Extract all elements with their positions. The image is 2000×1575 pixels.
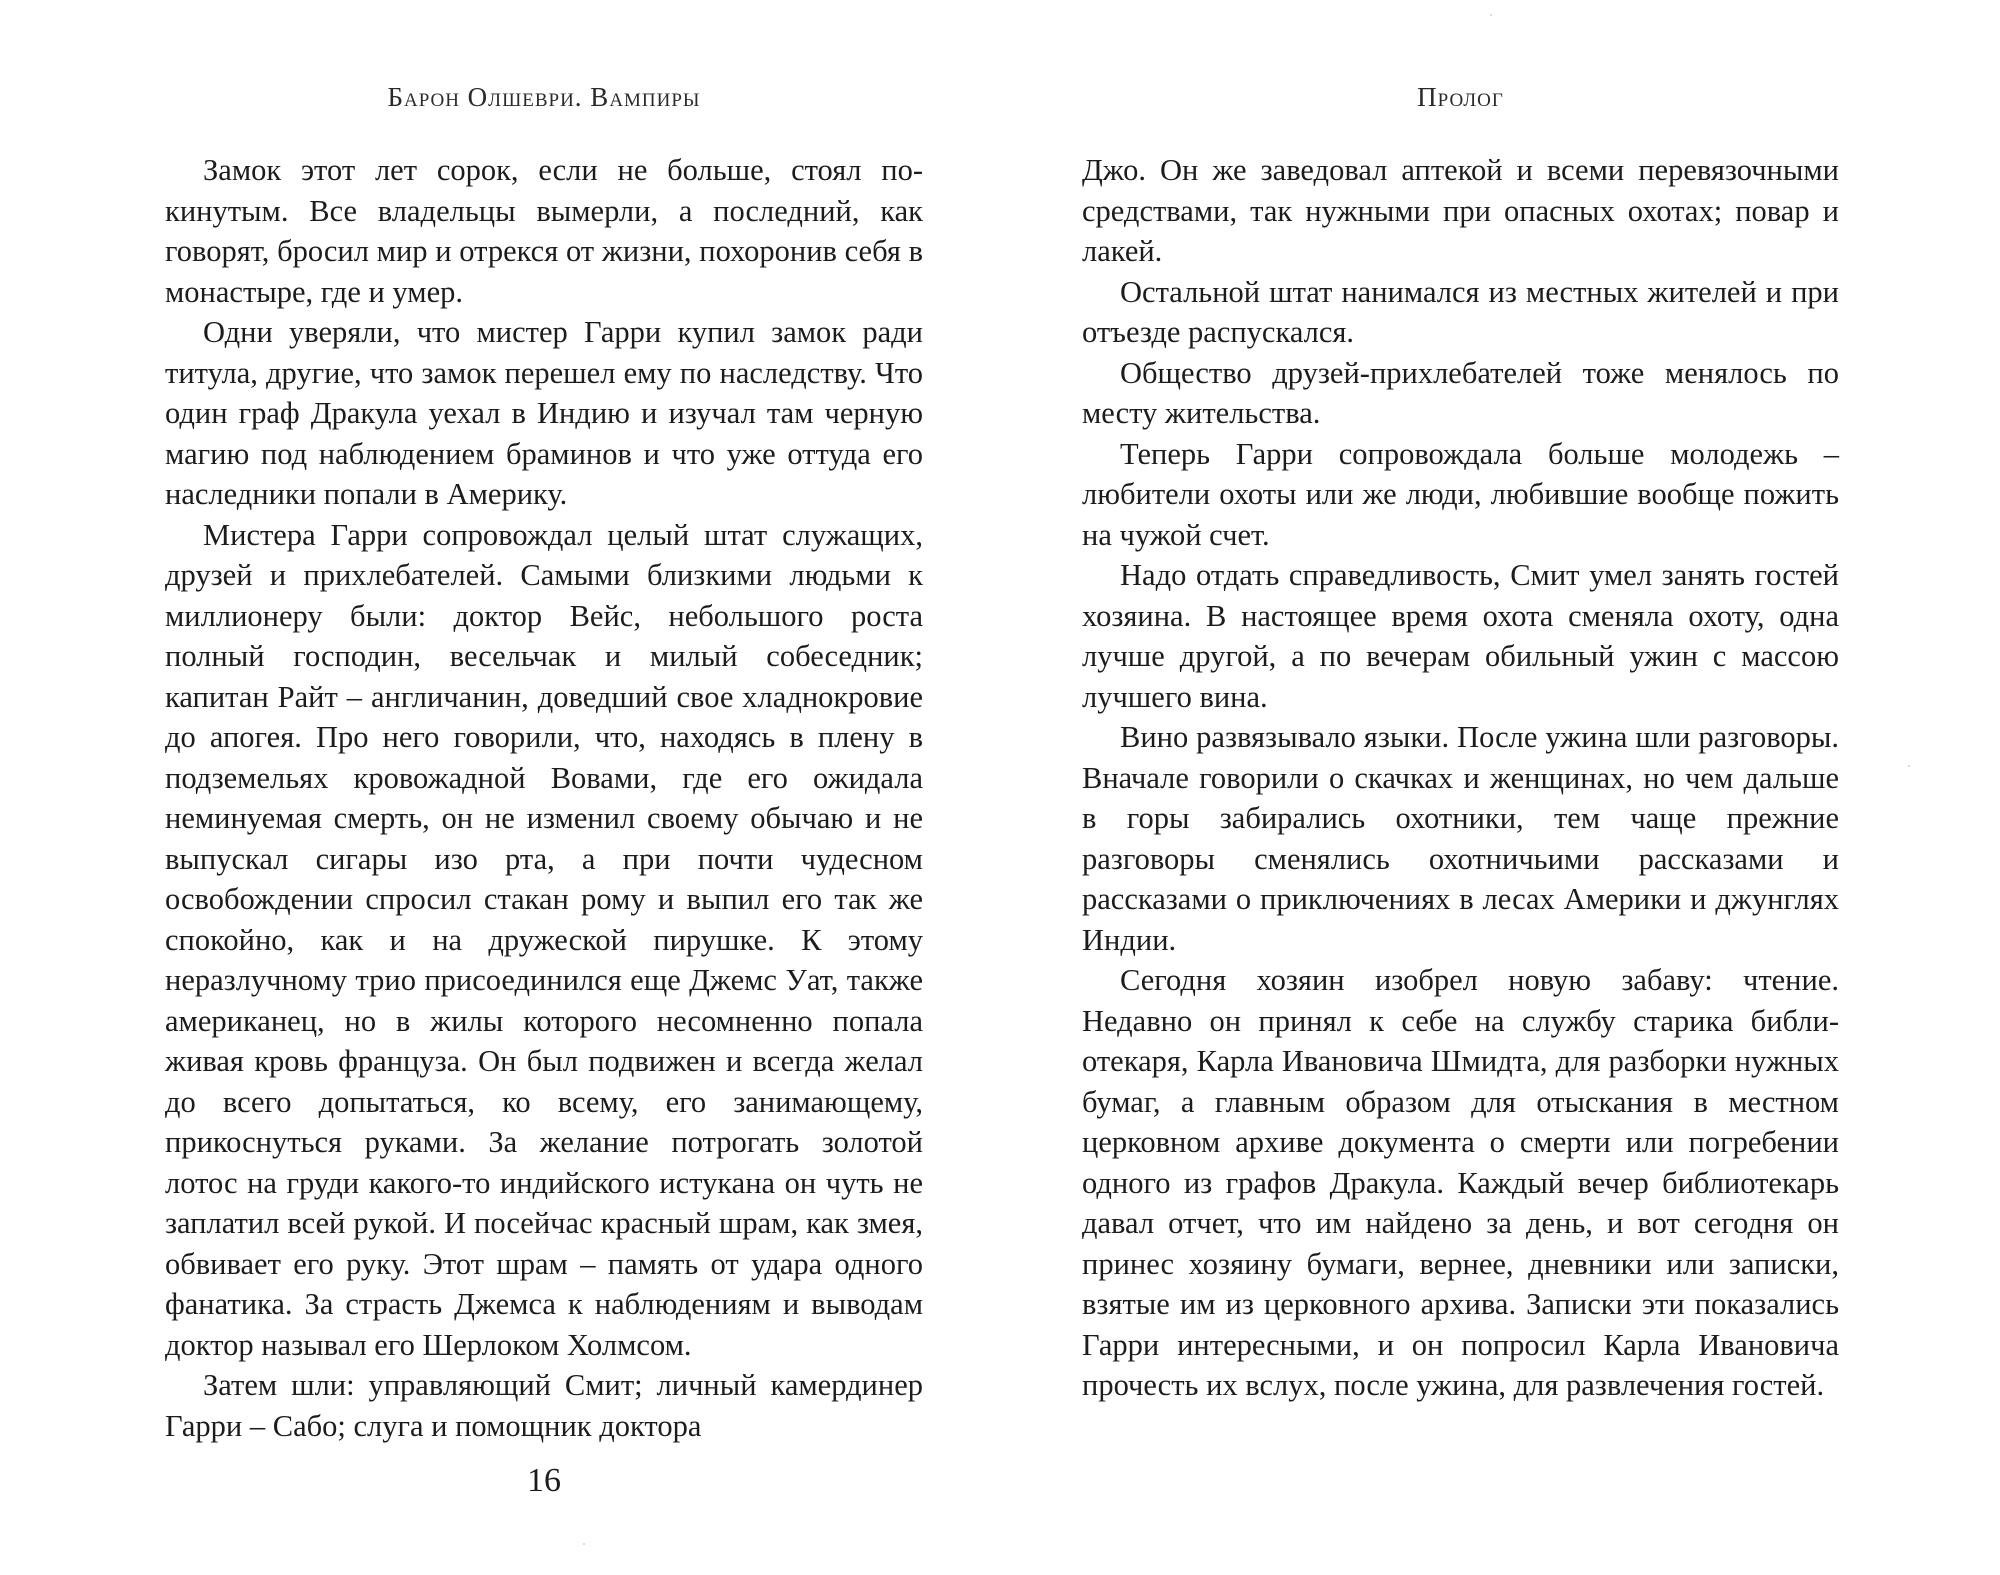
paragraph: Остальной штат нанимался из местных жителей и при отъезде распускался. [1082,274,1839,349]
paper-speck [1490,14,1492,16]
paper-speck [1908,765,1910,767]
paragraph: Замок этот лет сорок, если не больше, стоял покинутым. Все владельцы вымерли, а последний, как говорят, бросил мир и отрекся от жизни, похоронив себя в монастыре, где и умер. [165,153,923,309]
paragraph: Теперь Гарри сопровождала больше молодежь – любители охоты или же люди, любившие вообще пожить на чужой счет. [1082,436,1839,552]
right-page-text [1082,150,1839,1406]
paragraph: Затем шли: управляющий Смит; личный камердинер Гарри – Сабо; слуга и помощник доктора [165,1368,923,1443]
paragraph: Мистера Гарри сопровождал целый штат служащих, друзей и прихлебателей. Самыми близкими людьми к миллионеру были: доктор Вейс, небольшого роста полный господин, весельчак и милый собеседник; капитан Райт – англичанин, доведший свое хладнокровие до апогея. Про него говорили, что, находясь в плену в подземельях кровожадной Вовами, где его ожидала неминуемая смерть, он не изменил своему обычаю и не выпускал сигары изо рта, а при почти чудесном освобождении спросил стакан рому и выпил его так же спокойно, как и на дружеской пирушке. К этому неразлучному трио присоединился еще Джемс Уат, также американец, но в жилы которого несомненно попала живая кровь француза. Он был подвижен и всегда желал до всего допытаться, ко всему, его занимающему, прикоснуться руками. За желание потрогать золотой лотос на груди какого-то индийского истукана он чуть не заплатил всей рукой. И посейчас красный шрам, как змея, обвивает его руку. Этот шрам – память от удара одного фанатика. За страсть Джемса к наблюдениям и выводам доктор называл его Шерлоком Холмсом. [165,517,923,1362]
page-number: 16 [527,1462,561,1499]
paragraph: Сегодня хозяин изобрел новую забаву: чтение. Недавно он принял к себе на службу старика библиотекаря, Карла Ивановича Шмидта, для разборки нужных бумаг, а главным образом для отыскания в местном церковном архиве документа о смерти или погребении одного из графов Дракула. Каждый вечер библиотекарь давал отчет, что им найдено за день, и вот сегодня он принес хозяину бумаги, вернее, дневники или записки, взятые им из церковного архива. Записки эти показались Гарри интересными, и он попросил Карла Ивановича прочесть их вслух, после ужина, для развлечения гостей. [1082,963,1839,1402]
paragraph: Надо отдать справедливость, Смит умел занять гостей хозяина. В настоящее время охота сменяла охоту, одна лучше другой, а по вечерам обильный ужин с массою лучшего вина. [1082,558,1839,714]
paragraph: Одни уверяли, что мистер Гарри купил замок ради титула, другие, что замок перешел ему по наследству. Что один граф Дракула уехал в Индию и изучал там черную магию под наблюдением браминов и что уже оттуда его наследники попали в Америку. [165,315,923,511]
running-head-left: Барон Олшеври. Вампиры [387,82,701,112]
right-page [1082,0,1839,1575]
running-head-right: Пролог [1417,82,1504,112]
paragraph: Общество друзей-прихлебателей тоже менялось по месту жительства. [1082,355,1839,430]
paragraph: Вино развязывало языки. После ужина шли разговоры. Вначале говорили о скачках и женщинах, но чем дальше в горы забирались охотники, тем чаще прежние разговоры сменялись охотничьими рассказами и рассказами о приключениях в лесах Америки и джунглях Индии. [1082,720,1839,957]
left-page [165,0,923,1575]
paper-speck [583,1543,585,1545]
left-page-text [165,150,923,1446]
paragraph: Джо. Он же заведовал аптекой и всеми перевязочными средствами, так нужными при опасных охотах; повар и лакей. [1082,153,1839,268]
